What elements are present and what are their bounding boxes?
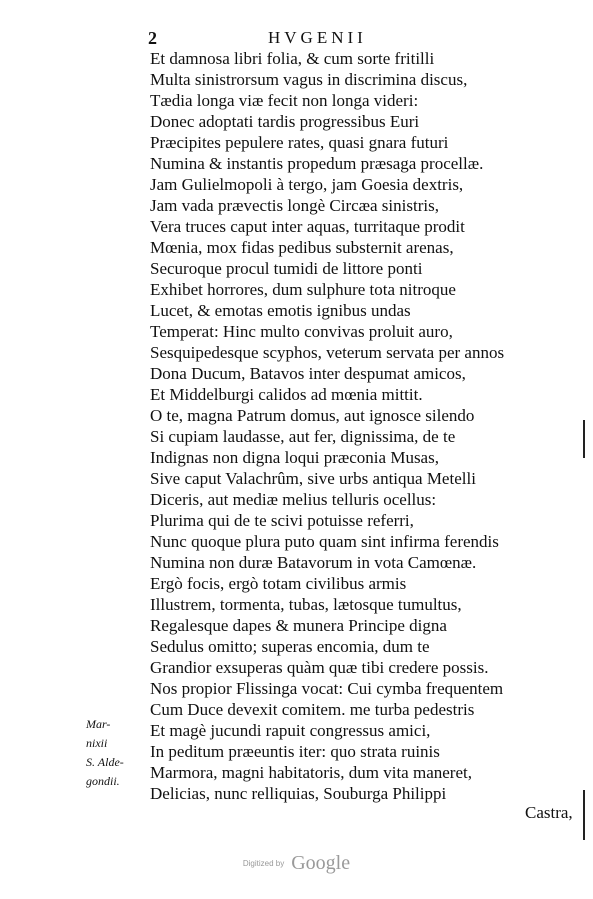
digitization-footer [0, 852, 593, 875]
marginal-note-line: nixii [86, 736, 108, 750]
digitized-by-label: Digitized by [242, 859, 285, 868]
verse-line: Jam Gulielmopoli à tergo, jam Goesia dextris, [150, 175, 464, 194]
verse-line: Vera truces caput inter aquas, turritaque prodit [150, 217, 465, 236]
verse-line: Sesquipedesque scyphos, veterum servata per annos [150, 343, 505, 362]
verse-line: Si cupiam laudasse, aut fer, dignissima, de te [150, 427, 456, 446]
marginal-note [86, 715, 150, 791]
verse-line: Marmora, magni habitatoris, dum vita maneret, [150, 763, 472, 782]
verse-line: Indignas non digna loqui præconia Musas, [150, 448, 439, 467]
verse-line: Exhibet horrores, dum sulphure tota nitroque [150, 280, 456, 299]
verse-line: Et damnosa libri folia, & cum sorte fritilli [150, 49, 435, 68]
verse-line: O te, magna Patrum domus, aut ignosce silendo [150, 406, 475, 425]
page-number: 2 [148, 28, 157, 48]
verse-line: Numina non duræ Batavorum in vota Camœnæ. [150, 553, 477, 572]
verse-line: Nunc quoque plura puto quam sint infirma ferendis [150, 532, 499, 551]
verse-line: Et Middelburgi calidos ad mœnia mittit. [150, 385, 423, 404]
verse-line: Illustrem, tormenta, tubas, lætosque tumultus, [150, 595, 462, 614]
verse-line: Ergò focis, ergò totam civilibus armis [150, 574, 407, 593]
marginal-note-line: S. Alde- [86, 755, 124, 769]
verse-line: Plurima qui de te scivi potuisse referri, [150, 511, 414, 530]
verse-line: Jam vada prævectis longè Circæa sinistris, [150, 196, 439, 215]
verse-line: Regalesque dapes & munera Principe digna [150, 616, 447, 635]
right-margin-mark [583, 420, 585, 458]
verse-line: Cum Duce devexit comitem. me turba pedestris [150, 700, 475, 719]
marginal-note-line: gondii. [86, 774, 120, 788]
verse-line: Donec adoptati tardis progressibus Euri [150, 112, 420, 131]
marginal-note-line: Mar- [86, 717, 111, 731]
verse-line: Dona Ducum, Batavos inter despumat amicos, [150, 364, 466, 383]
verse-line: Sive caput Valachrûm, sive urbs antiqua Metelli [150, 469, 476, 488]
verse-line: In peditum præeuntis iter: quo strata ruinis [150, 742, 440, 761]
verse-line: Grandior exsuperas quàm quæ tibi credere possis. [150, 658, 489, 677]
verse-line: Temperat: Hinc multo convivas proluit auro, [150, 322, 453, 341]
verse-line: Mœnia, mox fidas pedibus substernit arenas, [150, 238, 454, 257]
verse-line: Diceris, aut mediæ melius telluris ocellus: [150, 490, 437, 509]
verse-line: Nos propior Flissinga vocat: Cui cymba frequentem [150, 679, 504, 698]
verse-line: Sedulus omitto; superas encomia, dum te [150, 637, 430, 656]
verse-line: Securoque procul tumidi de littore ponti [150, 259, 423, 278]
right-margin-mark [583, 790, 585, 840]
running-head: HVGENII [268, 28, 367, 47]
verse-line: Numina & instantis propedum præsaga procellæ. [150, 154, 484, 173]
verse-line: Multa sinistrorsum vagus in discrimina discus, [150, 70, 468, 89]
verse-line: Et magè jucundi rapuit congressus amici, [150, 721, 431, 740]
google-logo: Google [291, 852, 351, 874]
catchword: Castra, [525, 803, 573, 822]
verse-line: Præcipites pepulere rates, quasi gnara futuri [150, 133, 449, 152]
verse-line: Lucet, & emotas emotis ignibus undas [150, 301, 411, 320]
verse-text [150, 48, 570, 804]
verse-line: Tædia longa viæ fecit non longa videri: [150, 91, 419, 110]
verse-line: Delicias, nunc relliquias, Souburga Philippi [150, 784, 447, 803]
